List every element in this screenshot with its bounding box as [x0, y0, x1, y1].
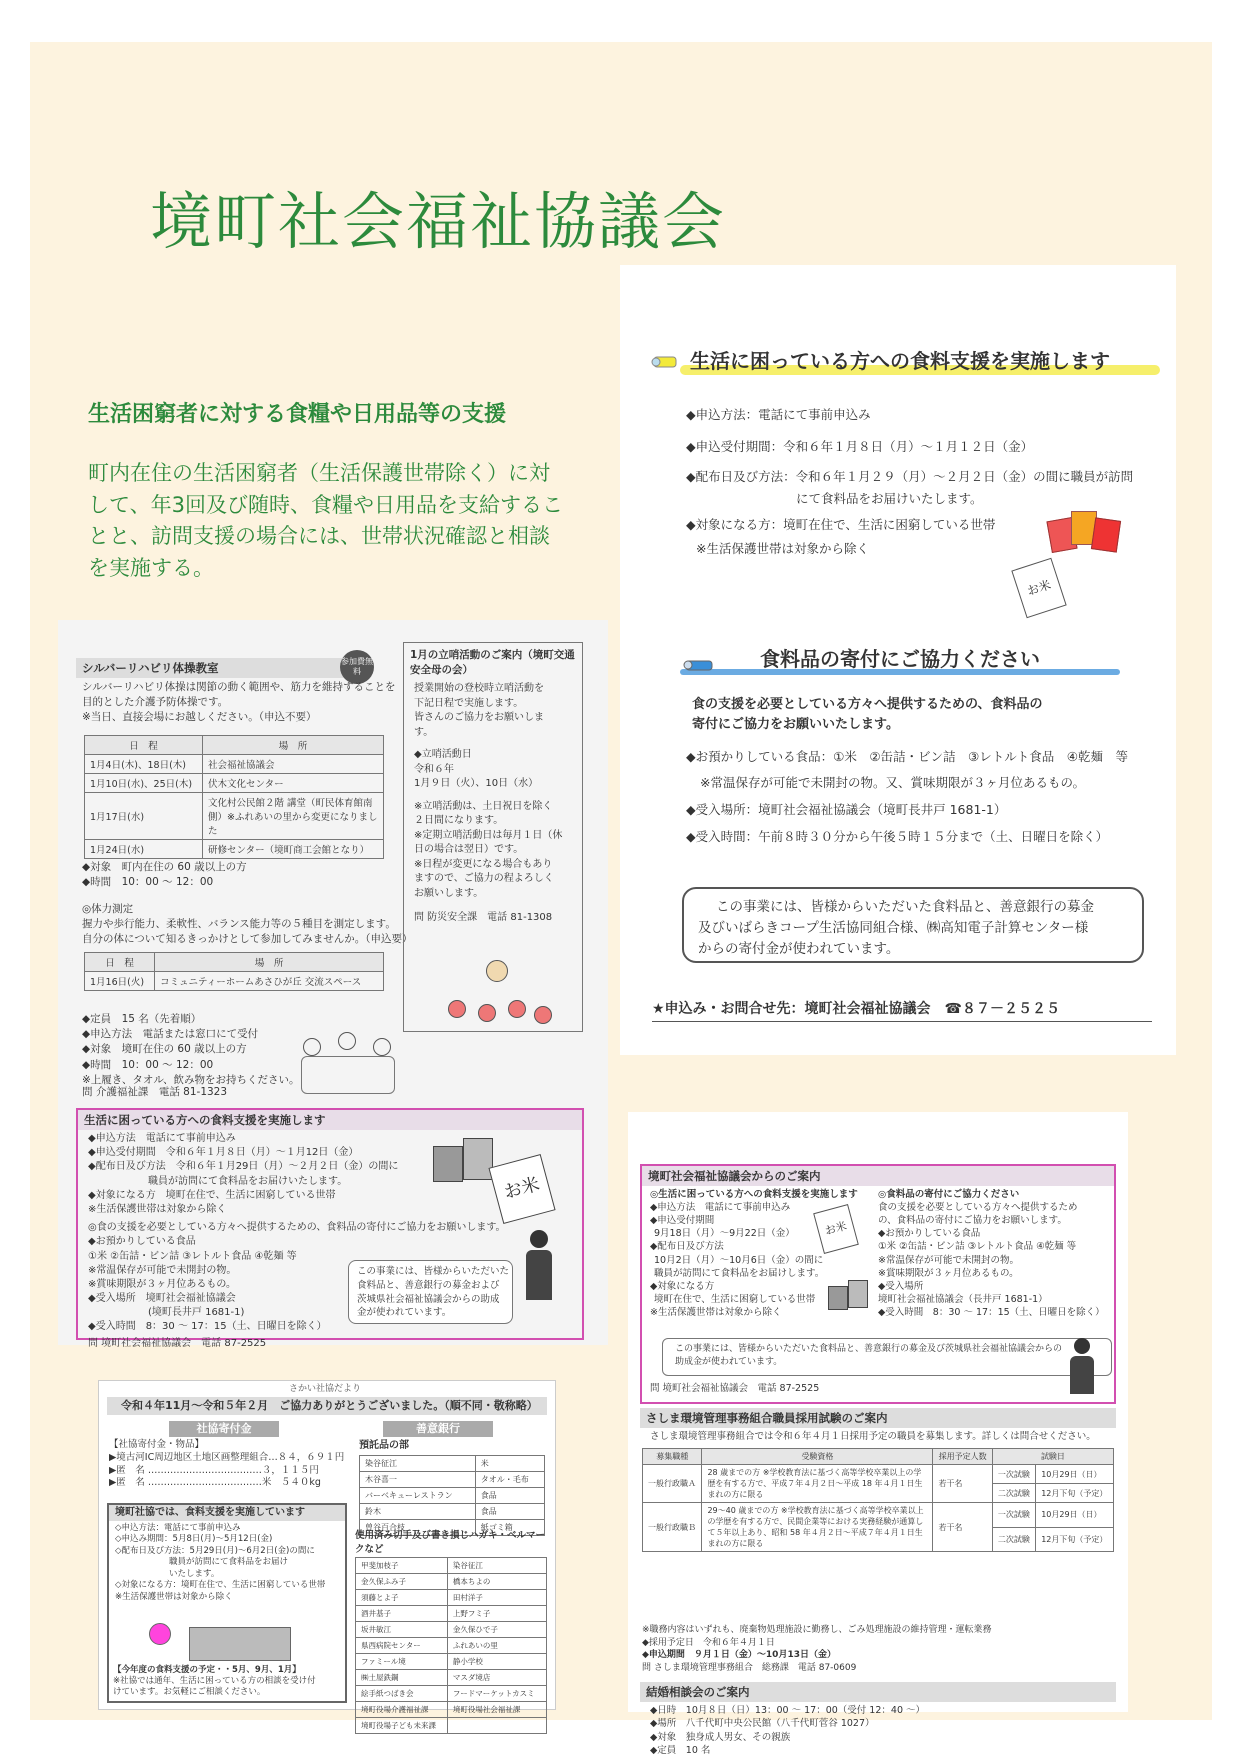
funding-note-box: この事業には、皆様からいただいた食料品と、善意銀行の募金及び茨城県社会福祉協議会からの 助成金が使われています。 — [662, 1338, 1112, 1376]
canned-food-illustration — [1045, 505, 1125, 565]
exercise-illustration — [293, 1030, 403, 1100]
table-row — [643, 1465, 1114, 1484]
table-row — [356, 1718, 547, 1734]
table-cell: 12月下旬（予定） — [1036, 1527, 1114, 1552]
table-cell: 上野フミ子 — [447, 1606, 546, 1622]
table-cell: 須藤とよ子 — [356, 1590, 448, 1606]
table-row — [356, 1638, 547, 1654]
table-cell: ふれあいの里 — [447, 1638, 546, 1654]
table-cell: 一般行政職Ａ — [643, 1465, 702, 1503]
table-cell: 一次試験 — [992, 1465, 1035, 1484]
table-cell: 境町役場社会福祉課 — [447, 1702, 546, 1718]
donation-title: 社協寄付金 — [169, 1421, 279, 1437]
table-row — [356, 1686, 547, 1702]
table-cell: 一次試験 — [992, 1503, 1035, 1528]
table-header-cell: 試験日 — [992, 1449, 1113, 1465]
flyer-line: ◆受入場所：境町社会福祉協議会（境町長井戸 1681-1） — [686, 802, 1007, 817]
flyer-line: ※生活保護世帯は対象から除く — [696, 541, 869, 556]
flyer-line: ◆お預かりしている食品：①米 ②缶詰・ビン詰 ③レトルト食品 ④乾麺 等 — [686, 749, 1128, 764]
table-row — [360, 1504, 545, 1520]
table-cell: 田村洋子 — [447, 1590, 546, 1606]
table-header-cell: 採用予定人数 — [933, 1449, 992, 1465]
table-cell: 境町役場介護福祉課 — [356, 1702, 448, 1718]
contact-underline — [652, 1021, 1152, 1022]
flyer-line: ◆申込受付期間：令和６年１月８日（月）～１月１２日（金） — [686, 439, 1034, 454]
flyer-heading-1: 生活に困っている方への食料支援を実施します — [690, 349, 1110, 373]
free-badge: 参加費無料 — [340, 650, 374, 684]
table-cell: 県西病院センター — [356, 1638, 448, 1654]
table-cell: 橋本ちよの — [447, 1574, 546, 1590]
table-row — [356, 1574, 547, 1590]
staff-illustration — [1068, 1338, 1098, 1398]
page-title: 境町社会福祉協議会 — [150, 185, 727, 258]
table-cell: 坂井敏江 — [356, 1622, 448, 1638]
marker-icon — [650, 351, 680, 373]
section-heading: 生活困窮者に対する食糧や日用品等の支援 — [88, 402, 507, 427]
table-cell: 28 歳までの方 ※学校教育法に基づく高等学校卒業以上の学歴を有する方で、平成７年４月２日～平成 18 年４月１日生まれの方に限る — [702, 1465, 933, 1503]
table-row — [356, 1622, 547, 1638]
funding-note-box: この事業には、皆様からいただいた 食料品と、善意銀行の募金および 茨城県社会福祉協議会からの助成 金が使われています。 — [348, 1260, 513, 1324]
flyer-line: ◆配布日及び方法：令和６年１月２９（月）～２月２日（金）の間に職員が訪問 — [686, 469, 1134, 484]
goodwill-bank-title: 善意銀行 — [383, 1421, 493, 1437]
staff-illustration — [520, 1230, 560, 1310]
section-title: 生活に困っている方への食料支援を実施します — [78, 1110, 582, 1130]
rice-bag-illustration: お米 — [813, 1204, 859, 1254]
section-title: シルバーリハビリ体操教室 — [76, 658, 366, 678]
flyer-line: ◆申込方法：電話にて事前申込み — [686, 407, 871, 422]
table-cell: 二次試験 — [992, 1527, 1035, 1552]
table-cell: 若干名 — [933, 1465, 992, 1503]
table-cell: 絵手紙つばき会 — [356, 1686, 448, 1702]
flyer-line: にて食料品をお届けいたします。 — [796, 491, 983, 506]
table-cell: 染谷征江 — [360, 1456, 476, 1472]
flyer-line: 食の支援を必要としている方々へ提供するための、食料品の — [692, 697, 1043, 712]
table-cell: 29～40 歳までの方 ※学校教育法に基づく高等学校卒業以上の学歴を有する方で、民間企業等における実務経験が通算して５年以上あり、昭和 58 年４月２日～平成７年４月１日生まれの方に限る — [702, 1503, 933, 1552]
table-cell: 酒井基子 — [356, 1606, 448, 1622]
section-title: さしま環境管理事務組合職員採用試験のご案内 — [640, 1408, 1116, 1428]
contact-line: ★申込み・お問合せ先：境町社会福祉協議会 ☎８７－２５２５ — [652, 1001, 1060, 1017]
table-row — [356, 1670, 547, 1686]
flyer-line: ※常温保存が可能で未開封の物。又、賞味期限が３ヶ月位あるもの。 — [700, 775, 1085, 790]
donor-table — [359, 1455, 545, 1536]
flyer-line: 寄付にご協力をお願いいたします。 — [692, 717, 899, 732]
table-header-cell: 受験資格 — [702, 1449, 933, 1465]
flyer-line: ◆受入時間：午前８時３０分から午後５時１５分まで（土、日曜日を除く） — [686, 829, 1109, 844]
rice-bag-illustration: お米 — [1011, 558, 1066, 619]
food-support-flyer — [620, 265, 1176, 1055]
flyer-line: ◆対象になる方：境町在住で、生活に困窮している世帯 — [686, 517, 996, 532]
table-row — [360, 1456, 545, 1472]
children-crossing-illustration — [438, 960, 558, 1050]
intro-text: 町内在住の生活困窮者（生活保護世帯除く）に対 して、年3回及び随時、食糧や日用品を支給するこ とと、訪問支援の場合には、世帯状況確認と相談 を実施する。 — [88, 461, 563, 580]
stamp-donor-table — [355, 1557, 547, 1734]
thanks-banner: 令和４年11月～令和５年２月 ご協力ありがとうございました。（順不同・敬称略） — [107, 1397, 547, 1415]
table-cell: 10月29日（日） — [1036, 1503, 1114, 1528]
table-cell: 染谷征江 — [447, 1558, 546, 1574]
table-cell: 米 — [475, 1456, 544, 1472]
flyer-heading-2: 食料品の寄付にご協力ください — [760, 647, 1040, 671]
table-cell: 鈴木 — [360, 1504, 476, 1520]
table-cell: 二次試験 — [992, 1484, 1035, 1503]
table-cell: 金久保ひで子 — [447, 1622, 546, 1638]
table-cell: 曽谷百合枝 — [360, 1520, 476, 1536]
table-cell: バーベキューレストラン — [360, 1488, 476, 1504]
section-title: 結婚相談会のご案内 — [640, 1682, 1116, 1702]
table-row — [356, 1606, 547, 1622]
table-row — [643, 1503, 1114, 1528]
table-cell: 12月下旬（予定） — [1036, 1484, 1114, 1503]
table-cell: ファミール境 — [356, 1654, 448, 1670]
table-cell: 若干名 — [933, 1503, 992, 1552]
newsletter-clipping-1: シルバーリハビリ体操教室 参加費無料 シルバーリハビリ体操は関節の動く範囲や、筋力を維持することを 目的とした介護予防体操です。 ※当日、直接会場にお越しください。（申込不要） 日 程 場 所 1月4日(木)、18日(木) 社会福祉協議会 1月10日(水)、25日(木) 伏木文化センター 1月17日(水) 文化村公民館２階 講堂（町民体育館南側）※ふれあいの里から変更になりました 1月24日(水) 研修センター（境町商工会館となり） ◆対象 町内在住の 60 歳以上の方 ◆時間 10：00 ～ 12：00 ◎体力測定 握力や歩行能力、柔軟性、バランス能力等の５種目を測定します。 自分の体について知るきっかけとして参加してみませんか。（申込要） 日 程 場 所 1月16日(火) コミュニティーホームあさひが丘 交流スペース ◆定員 15 名（先着順） ◆申込方法 電話または窓口にて受付 ◆対象 境町在住の 60 歳以上の方 ◆時間 10：00 ～ 12：00 ※上履き、タオル、飲み物をお持ちください。 問 介護福祉課 電話 81-1323 1月の立哨活動のご案内（境町交通安全母の会） 授業開始の登校時立哨活動を 下記日程で実施します。 皆さんのご協力をお願いしま す。 ◆立哨活動日 令和６年 1月９日（火）、10日（水） ※立哨活動は、土日祝日を除く ２日間になります。 ※定期立哨活動日は毎月１日（休 日の場合は翌日）です。 ※日程が変更になる場合もあり ますので、ご協力の程よろしく お願いします。 問 防災安全課 電話 81-1308 生活に困っている方への食料支援を実施します ◆申込方法 電話にて事前申込み ◆申込受付期間 令和６年１月８日（月）～１月12日（金） ◆配布日及び方法 令和６年１月29日（月）～２月２日（金）の間に 職員が訪問にて食料品をお届けいたします。 ◆対象になる方 境町在住で、生活に困窮している世帯 ※生活保護世帯は対象から除く ◎食の支援を必要としている方々へ提供するための、食料品の寄付にご協力をお願いします。 ◆お預かりしている食品 ①米 ②缶詰・ビン詰 ③レトルト食品 ④乾麺 等 ※常温保存が可能で未開封の物。 ※賞味期限が３ヶ月位あるもの。 ◆受入場所 境町社会福祉協議会 (境町長井戸 1681-1) ◆受入時間 8：30 ～ 17：15（土、日曜日を除く） 問 境町社会福祉協議会 電話 87-2525 この事業には、皆様からいただいた 食料品と、善意銀行の募金および 茨城県社会福祉協議会からの助成 金が使われています。 お米 — [58, 620, 608, 1345]
food-illustration: お米 — [433, 1138, 563, 1218]
table-cell: 甲斐加枝子 — [356, 1558, 448, 1574]
table-cell: 10月29日（日） — [1036, 1465, 1114, 1484]
table-cell — [447, 1718, 546, 1734]
table-header-cell: 募集職種 — [643, 1449, 702, 1465]
table-row — [356, 1702, 547, 1718]
table-cell: タオル・毛布 — [475, 1472, 544, 1488]
table-cell: ㈱土屋鉄鋼 — [356, 1670, 448, 1686]
schedule-table: 日 程 場 所 1月4日(木)、18日(木) 社会福祉協議会 1月10日(水)、25日(木) 伏木文化センター 1月17日(水) 文化村公民館２階 講堂（町民体育館南側）※ふれあいの里から変更になりました 1月24日(水) 研修センター（境町商工会館となり） — [84, 735, 384, 859]
recruitment-table — [642, 1448, 1114, 1552]
table-header-row — [643, 1449, 1114, 1465]
marker-icon — [680, 655, 720, 677]
table-row — [360, 1472, 545, 1488]
table-row — [360, 1488, 545, 1504]
table-cell: 静小学校 — [447, 1654, 546, 1670]
table-cell: フードマーケットカスミ — [447, 1686, 546, 1702]
table-row — [356, 1654, 547, 1670]
table-cell: 食品 — [475, 1504, 544, 1520]
table-cell: 一般行政職Ｂ — [643, 1503, 702, 1552]
table-cell: 金久保ふみ子 — [356, 1574, 448, 1590]
table-row — [356, 1558, 547, 1574]
section-title: 境町社会福祉協議会からのご案内 — [642, 1166, 1114, 1186]
newsletter-clipping-3: 境町社会福祉協議会からのご案内 ◎生活に困っている方への食料支援を実施します ◆申込方法 電話にて事前申込み ◆申込受付期間 9月18日（月）～9月22日（金） ◆配布日及び方法 10月2日（月）～10月6日（金）の間に 職員が訪問にて食料品をお届けします。 ◆対象になる方 境町在住で、生活に困窮している世帯 ※生活保護世帯は対象から除く お米 ◎食料品の寄付にご協力ください 食の支援を必要としている方々へ提供するため の、食料品の寄付にご協力をお願いします。 ◆お預かりしている食品 ①米 ②缶詰・ビン詰 ③レトルト食品 ④乾麺 等 ※常温保存が可能で未開封の物。 ※賞味期限が３ヶ月位あるもの。 ◆受入場所 境町社会福祉協議会（長井戸 1681-1） ◆受入時間 8：30 ～ 17：15（土、日曜日を除く） この事業には、皆様からいただいた食料品と、善意銀行の募金及び茨城県社会福祉協議会からの 助成金が使われています。 問 境町社会福祉協議会 電話 87-2525 さしま環境管理事務組合職員採用試験のご案内 さしま環境管理事務組合では令和６年４月１日採用予定の職員を募集します。詳しくは問合せください。 募集職種 受験資格 採用予定人数 試験日 一般行政職Ａ 28 歳までの方 ※学校教育法に基づく高等学校卒業以上の学歴を有する方で、平成７年４月２日～平成 18 年４月１日生まれの方に限る 若干名 一次試験 10月29日（日） 二次試験 12月下旬（予定） 一般行政職Ｂ 29～40 歳までの方 ※学校教育法に基づく高等学校卒業以上の学歴を有する方で、民間企業等における実務経験が通算して５年以上あり、昭和 58 年４月２日～平成７年４月１日生まれの方に限る 若干名 一次試験 10月29日（日） 二次試験 12月下旬（予定） ※職務内容はいずれも、廃棄物処理施設に勤務し、ごみ処理施設の維持管理・運転業務 ◆採用予定日 令和６年４月１日 ◆申込期間 ９月１日（金）～10月13日（金） 問 さしま環境管理事務組合 総務課 電話 87-0609 結婚相談会のご案内 ◆日時 10月８日（日）13：00 ～ 17：00（受付 12：40 ～） ◆場所 八千代町中央公民館（八千代町菅谷 1027） ◆対象 独身成人男女、その親族 ◆定員 10 名 — [628, 1112, 1128, 1712]
measurement-table: 日 程 場 所 1月16日(火) コミュニティーホームあさひが丘 交流スペース — [84, 952, 384, 991]
table-cell: 境町役場子ども未来課 — [356, 1718, 448, 1734]
table-cell: 食品 — [475, 1488, 544, 1504]
delivery-illustration — [139, 1621, 299, 1661]
canned-food-illustration — [828, 1280, 872, 1310]
table-cell: 紙ゴミ箱 — [475, 1520, 544, 1536]
newsletter-clipping-2: さかい社協だより 令和４年11月～令和５年２月 ご協力ありがとうございました。（順不同・敬称略） 社協寄付金 【社協寄付金・物品】 ▶境古河IC周辺地区土地区画整理組合…８４，６９１円 ▶匿 名 ………………………………３，１１５円 ▶匿 名 ………………………………米 ５４０kg 善意銀行 預託品の部 染谷征江 米 木谷喜一 タオル・毛布 バーベキューレストラン 食品 鈴木 食品 曽谷百合枝 紙ゴミ箱 境町社協では、食料支援を実施しています ◇申込方法：電話にて事前申込み ◇申込み期間：5月8日(月)～5月12日(金) ◇配布日及び方法：5月29日(月)～6月2日(金)の間に 職員が訪問にて食料品をお届け いたします。 ◇対象になる方：境町在住で、生活に困窮している世帯 ※生活保護世帯は対象から除く 【今年度の食料支援の予定・・5月、9月、1月】 ※社協では通年、生活に困っている方の相談を受け付 けています。お気軽にご相談ください。 使用済み切手及び書き損じハガキ・ベルマークなど 甲斐加枝子 染谷征江 金久保ふみ子 橋本ちよの 須藤とよ子 田村洋子 酒井基子 上野フミ子 坂井敏江 金久保ひで子 県西病院センター ふれあいの里 ファミール境 静小学校 ㈱土屋鉄鋼 マスダ境店 絵手紙つばき会 フードマーケットカスミ 境町役場介護福祉課 境町役場社会福祉課 境町役場子ども未来課 — [98, 1380, 556, 1710]
funding-note-box: この事業には、皆様からいただいた食料品と、善意銀行の募金 及びいばらきコープ生活協同組合様、㈱高知電子計算センター様 からの寄付金が使われています。 — [682, 887, 1144, 963]
table-cell: マスダ境店 — [447, 1670, 546, 1686]
table-cell: 木谷喜一 — [360, 1472, 476, 1488]
table-row — [356, 1590, 547, 1606]
